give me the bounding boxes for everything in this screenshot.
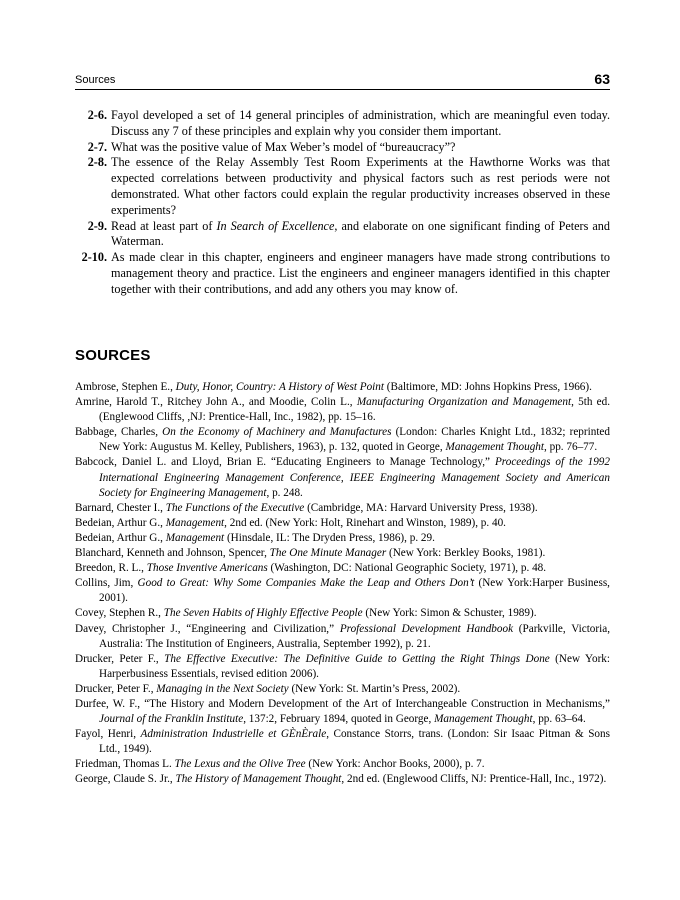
- reference-text: (Washington, DC: National Geographic Society, 1971), p. 48.: [267, 562, 547, 575]
- question-item: [75, 250, 610, 297]
- question-text: The essence of the Relay Assembly Test Room Experiments at the Hawthorne Works was that expected correlations between productivity and physical factors such as rest periods were not demonstrated. What other factors could explain the regular productivity increases observed in these experiments?: [111, 155, 610, 217]
- reference-text: (New York: Anchor Books, 2000), p. 7.: [305, 758, 485, 771]
- reference-title: Administration Industrielle et GÈnÈrale: [140, 728, 327, 741]
- reference-list: [75, 380, 610, 788]
- reference-text: , 2nd ed. (New York: Holt, Rinehart and Winston, 1989), p. 40.: [224, 516, 506, 529]
- reference-text: George, Claude S. Jr.,: [75, 773, 176, 786]
- reference-text: (Baltimore, MD: Johns Hopkins Press, 1966).: [384, 381, 592, 393]
- reference-title: Management Thought: [434, 713, 533, 726]
- reference-text: Breedon, R. L.,: [75, 562, 147, 575]
- reference-title: The One Minute Manager: [269, 547, 387, 560]
- reference-title: Proceedings of the 1992 International Engineering Management Conference, IEEE Engineering Management Society and American Society for Engineering Management: [99, 456, 610, 499]
- reference-entry: [75, 395, 610, 425]
- reference-title: Duty, Honor, Country: A History of West Point: [175, 381, 384, 393]
- reference-entry: [75, 622, 610, 652]
- reference-entry: [75, 576, 610, 606]
- header-rule: [75, 89, 610, 90]
- reference-entry: [75, 682, 610, 697]
- reference-entry: [75, 772, 610, 787]
- reference-title: Journal of the Franklin Institute: [99, 713, 244, 726]
- reference-text: , 137:2, February 1894, quoted in George,: [243, 713, 435, 726]
- reference-entry: [75, 380, 610, 395]
- reference-text: , p. 248.: [266, 486, 303, 499]
- question-text-pre: Read at least part of: [111, 218, 217, 233]
- question-number: 2-10.: [81, 250, 107, 265]
- reference-title: Good to Great: Why Some Companies Make the Leap and Others Don’t: [137, 577, 475, 590]
- reference-text: Amrine, Harold T., Ritchey John A., and Moodie, Colin L.,: [75, 396, 357, 409]
- reference-title: The Effective Executive: The Definitive Guide to Getting the Right Things Done: [164, 652, 550, 665]
- reference-text: Friedman, Thomas L.: [75, 758, 175, 771]
- reference-entry: [75, 501, 610, 516]
- reference-text: , 2nd ed. (Englewood Cliffs, NJ: Prentice-Hall, Inc., 1972).: [341, 773, 607, 786]
- reference-entry: [75, 652, 610, 682]
- reference-text: (New York: St. Martin’s Press, 2002).: [288, 682, 461, 695]
- reference-text: , 5th ed. (Englewood Cliffs, ,NJ: Prentice-Hall, Inc., 1982), pp. 15–16.: [99, 396, 611, 424]
- running-header: [75, 73, 610, 93]
- question-number: 2-7.: [87, 139, 107, 154]
- reference-text: Drucker, Peter F.,: [75, 652, 165, 665]
- question-number: 2-6.: [87, 108, 107, 122]
- reference-text: , Constance Storrs, trans. (London: Sir Isaac Pitman & Sons Ltd., 1949).: [99, 728, 610, 756]
- reference-entry: [75, 531, 610, 546]
- reference-title: Those Inventive Americans: [146, 562, 268, 575]
- reference-text: , pp. 76–77.: [544, 441, 598, 454]
- question-text: What was the positive value of Max Weber’s model of “bureaucracy”?: [111, 139, 456, 154]
- reference-title: The Lexus and the Olive Tree: [174, 758, 306, 771]
- question-book-title: In Search of Excellence: [216, 218, 335, 233]
- page-number: 63: [594, 71, 610, 87]
- reference-text: Covey, Stephen R.,: [75, 607, 164, 620]
- reference-title: Managing in the Next Society: [156, 682, 289, 695]
- reference-text: Babbage, Charles,: [75, 426, 163, 439]
- reference-entry: [75, 757, 610, 772]
- reference-text: (London: Charles Knight Ltd., 1832; reprinted New York: Augustus M. Kelley, Publishers, 1963), p. 132, quoted in George,: [99, 426, 610, 454]
- reference-title: The Seven Habits of Highly Effective People: [163, 607, 363, 620]
- reference-title: Manufacturing Organization and Management: [356, 396, 572, 409]
- reference-entry: [75, 546, 610, 561]
- reference-title: Management Thought: [445, 441, 545, 454]
- reference-title: The History of Management Thought: [175, 773, 342, 786]
- reference-text: Collins, Jim,: [75, 577, 138, 590]
- reference-text: (New York: Harperbusiness Essentials, revised edition 2006).: [99, 652, 611, 680]
- question-text: Fayol developed a set of 14 general principles of administration, which are meaningful even today. Discuss any 7 of these principles and explain why you consider them important.: [111, 108, 610, 138]
- question-item: [75, 140, 610, 156]
- reference-title: Management: [165, 531, 225, 544]
- reference-text: Drucker, Peter F.,: [75, 682, 157, 695]
- question-number: 2-9.: [87, 218, 107, 233]
- reference-text: Davey, Christopher J., “Engineering and Civilization,”: [75, 622, 340, 635]
- reference-text: Bedeian, Arthur G.,: [75, 516, 166, 529]
- reference-entry: [75, 606, 610, 621]
- reference-text: (Parkville, Victoria, Australia: The Institution of Engineers, Australia, September 1992), p. 21.: [99, 622, 610, 650]
- reference-entry: [75, 727, 610, 757]
- question-item: [75, 155, 610, 218]
- reference-text: Durfee, W. F., “The History and Modern Development of the Art of Interchangeable Construction in Mechanisms,”: [75, 697, 610, 710]
- reference-entry: [75, 697, 610, 727]
- reference-title: On the Economy of Machinery and Manufactures: [162, 426, 392, 439]
- reference-text: (Hinsdale, IL: The Dryden Press, 1986), p. 29.: [224, 531, 435, 544]
- question-text: As made clear in this chapter, engineers and engineer managers have made strong contributions to management theory and practice. List the engineers and engineer managers identified in this chapter together with their contributions, and add any others you may know of.: [111, 250, 610, 296]
- reference-text: Blanchard, Kenneth and Johnson, Spencer,: [75, 547, 270, 560]
- reference-entry: [75, 561, 610, 576]
- reference-title: The Functions of the Executive: [165, 501, 305, 514]
- reference-text: (New York: Simon & Schuster, 1989).: [362, 607, 537, 620]
- reference-entry: [75, 455, 610, 500]
- reference-text: Babcock, Daniel L. and Lloyd, Brian E. “Educating Engineers to Manage Technology,”: [75, 456, 495, 469]
- reference-text: Barnard, Chester I.,: [75, 501, 166, 514]
- question-item: [75, 108, 610, 140]
- reference-text: Fayol, Henri,: [75, 728, 141, 741]
- reference-text: , pp. 63–64.: [532, 713, 586, 726]
- reference-text: (New York:Harper Business, 2001).: [99, 577, 610, 605]
- reference-title: Professional Development Handbook: [339, 622, 514, 635]
- reference-text: Bedeian, Arthur G.,: [75, 531, 166, 544]
- reference-text: (Cambridge, MA: Harvard University Press, 1938).: [304, 501, 538, 514]
- discussion-questions: [75, 108, 610, 298]
- question-number: 2-8.: [87, 155, 107, 170]
- running-header-title: Sources: [75, 74, 116, 86]
- question-item: [75, 219, 610, 251]
- question-text-post: , and elaborate on one significant finding of Peters and Waterman.: [111, 218, 610, 249]
- reference-entry: [75, 425, 610, 455]
- reference-text: Ambrose, Stephen E.,: [75, 381, 176, 393]
- reference-title: Management: [165, 516, 225, 529]
- sources-heading: SOURCES: [75, 347, 151, 364]
- reference-text: (New York: Berkley Books, 1981).: [386, 547, 546, 560]
- reference-entry: [75, 516, 610, 531]
